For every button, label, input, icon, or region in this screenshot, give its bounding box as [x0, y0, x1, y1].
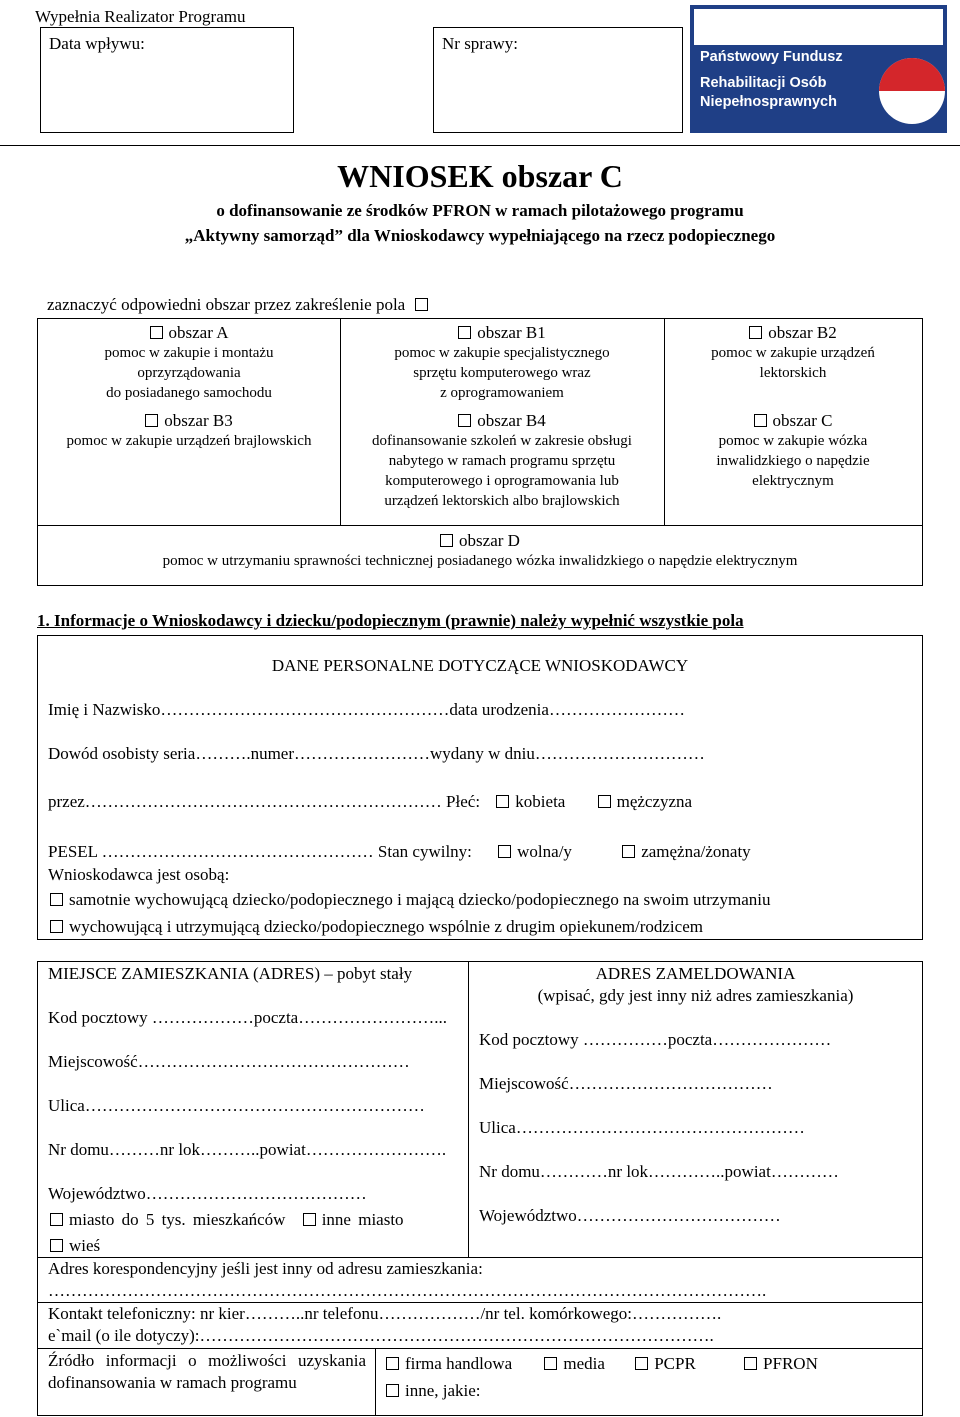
area-c-checkbox[interactable]	[754, 414, 767, 427]
registration-street[interactable]: Ulica……………………………………………	[479, 1118, 805, 1137]
marital-free-label: wolna/y	[517, 842, 572, 861]
residence-postal[interactable]: Kod pocztowy ………………poczta……………………...	[48, 1008, 447, 1027]
source-vertical-divider	[375, 1348, 376, 1416]
area-b1-label: obszar B1	[477, 323, 546, 342]
source-options-row	[386, 1354, 818, 1374]
area-a-desc-3: do posiadanego samochodu	[106, 385, 272, 401]
source-pcpr-checkbox[interactable]	[635, 1357, 648, 1370]
area-b2-label: obszar B2	[768, 323, 837, 342]
marital-married-label: zamężna/żonaty	[641, 842, 751, 861]
applicant-option-1[interactable]	[50, 890, 770, 910]
area-b4-desc-2: nabytego w ramach programu sprzętu	[388, 453, 616, 469]
logo-line-1: Państwowy Fundusz	[700, 49, 843, 65]
applicant-option-1-label: samotnie wychowującą dziecko/podopiecznego i mającą dziecko/podopiecznego na swoim utrzymaniu	[69, 890, 771, 909]
village-checkbox[interactable]	[50, 1239, 63, 1252]
applicant-option-2-checkbox[interactable]	[50, 920, 63, 933]
sex-male-label: mężczyzna	[616, 792, 693, 811]
source-divider	[38, 1348, 922, 1349]
area-b1-desc-3: z oprogramowaniem	[440, 385, 564, 401]
address-divider	[468, 962, 469, 1257]
area-a-checkbox[interactable]	[150, 326, 163, 339]
area-divider-3	[38, 525, 922, 526]
area-c[interactable]	[664, 411, 922, 491]
area-b4-checkbox[interactable]	[458, 414, 471, 427]
case-number-box[interactable]	[433, 27, 683, 133]
pfron-logo	[690, 5, 947, 133]
registration-city[interactable]: Miejscowość………………………………	[479, 1074, 773, 1093]
form-subtitle-1: o dofinansowanie ze środków PFRON w ramach pilotażowego programu	[216, 201, 744, 220]
personal-data-title: DANE PERSONALNE DOTYCZĄCE WNIOSKODAWCY	[271, 656, 689, 675]
village-line	[50, 1236, 100, 1256]
area-d[interactable]	[38, 531, 922, 571]
applicant-is-label: Wnioskodawca jest osobą:	[48, 865, 230, 884]
area-b2[interactable]	[664, 323, 922, 383]
id-card-line[interactable]: Dowód osobisty seria……….numer……………………wydany w dniu…………………………	[48, 744, 705, 763]
contact-divider	[38, 1257, 922, 1258]
area-b1-checkbox[interactable]	[458, 326, 471, 339]
area-b4[interactable]	[340, 411, 664, 511]
phone-line[interactable]: Kontakt telefoniczny: nr kier………..nr telefonu………………/nr tel. komórkowego:…………….	[48, 1304, 722, 1323]
source-company-checkbox[interactable]	[386, 1357, 399, 1370]
source-other-row	[386, 1381, 481, 1401]
area-b1[interactable]	[340, 323, 664, 403]
area-instruction-text: zaznaczyć odpowiedni obszar przez zakreślenie pola	[47, 295, 406, 314]
area-a[interactable]	[38, 323, 340, 403]
logo-line-2: Rehabilitacji Osób	[700, 75, 827, 91]
area-table	[37, 318, 923, 586]
registration-title: ADRES ZAMELDOWANIA	[595, 964, 796, 983]
header-rule	[0, 145, 960, 146]
residence-house[interactable]: Nr domu………nr lok………..powiat…………………….	[48, 1140, 447, 1159]
area-b2-desc-1: pomoc w zakupie urządzeń	[711, 345, 875, 361]
area-b3[interactable]	[38, 411, 340, 451]
area-b2-checkbox[interactable]	[749, 326, 762, 339]
area-b4-desc-1: dofinansowanie szkoleń w zakresie obsługi	[372, 433, 632, 449]
section-1-heading: 1. Informacje o Wnioskodawcy i dziecku/podopiecznym (prawnie) należy wypełnić wszystkie pola	[37, 611, 744, 630]
registration-voivodeship[interactable]: Województwo………………………………	[479, 1206, 781, 1225]
date-received-box[interactable]	[40, 27, 294, 133]
registration-house[interactable]: Nr domu…………nr lok…………..powiat…………	[479, 1162, 839, 1181]
registration-subtitle: (wpisać, gdy jest inny niż adres zamieszkania)	[537, 986, 854, 1005]
personal-data-box	[37, 635, 923, 940]
area-b3-checkbox[interactable]	[145, 414, 158, 427]
source-pcpr-label: PCPR	[654, 1354, 696, 1373]
source-pfron-label: PFRON	[763, 1354, 818, 1373]
residence-voivodeship[interactable]: Województwo…………………………………	[48, 1184, 367, 1203]
issued-by-sex-line	[48, 792, 692, 812]
area-d-label: obszar D	[459, 531, 520, 550]
town-small-checkbox[interactable]	[50, 1213, 63, 1226]
pesel-label[interactable]: PESEL ………………………………………… Stan cywilny:	[48, 842, 472, 861]
area-b1-desc-2: sprzętu komputerowego wraz	[413, 365, 591, 381]
town-small-label: miasto do 5 tys. mieszkańców	[69, 1210, 286, 1229]
name-birthdate-line[interactable]: Imię i Nazwisko……………………………………………data urodzenia……………………	[48, 700, 685, 719]
logo-graphic	[690, 5, 947, 133]
sex-female-checkbox[interactable]	[496, 795, 509, 808]
area-a-desc-2: oprzyrządowania	[137, 365, 241, 381]
phone-divider	[38, 1302, 922, 1303]
area-d-checkbox[interactable]	[440, 534, 453, 547]
area-b3-desc-1: pomoc w zakupie urządzeń brajlowskich	[66, 433, 312, 449]
area-c-desc-2: inwalidzkiego o napędzie	[716, 453, 870, 469]
area-instruction	[47, 295, 434, 315]
case-number-label: Nr sprawy:	[442, 34, 519, 53]
sex-male-checkbox[interactable]	[598, 795, 611, 808]
marital-free-checkbox[interactable]	[498, 845, 511, 858]
area-b3-label: obszar B3	[164, 411, 233, 430]
form-title: WNIOSEK obszar C	[337, 158, 623, 194]
marital-married-checkbox[interactable]	[622, 845, 635, 858]
area-b1-desc-1: pomoc w zakupie specjalistycznego	[394, 345, 610, 361]
sample-checkbox	[415, 298, 428, 311]
issued-by-label[interactable]: przez……………………………………………………… Płeć:	[48, 792, 481, 811]
residence-street[interactable]: Ulica……………………………………………………	[48, 1096, 425, 1115]
date-received-label: Data wpływu:	[49, 34, 145, 53]
town-other-checkbox[interactable]	[303, 1213, 316, 1226]
applicant-option-2[interactable]	[50, 917, 703, 937]
email-line[interactable]: e`mail (o ile dotyczy):……………………………………………………………………………….	[48, 1326, 714, 1345]
form-subtitle-2: „Aktywny samorząd” dla Wnioskodawcy wypełniającego na rzecz podopiecznego	[184, 226, 776, 245]
logo-line-3: Niepełnosprawnych	[700, 94, 837, 110]
source-media-checkbox[interactable]	[544, 1357, 557, 1370]
correspondence-dots[interactable]: ……………………………………………………………………………………………………………….	[48, 1281, 767, 1300]
sex-female-label: kobieta	[515, 792, 566, 811]
area-a-label: obszar A	[168, 323, 229, 342]
town-size-line	[50, 1210, 404, 1230]
source-other-label: inne, jakie:	[405, 1381, 481, 1400]
info-source-label: Źródło informacji o możliwości uzyskania dofinansowania w ramach programu	[48, 1351, 366, 1392]
pesel-marital-line	[48, 842, 751, 862]
town-other-label: inne miasto	[321, 1210, 404, 1229]
address-box	[37, 961, 923, 1416]
source-company-label: firma handlowa	[405, 1354, 513, 1373]
applicant-option-1-checkbox[interactable]	[50, 893, 63, 906]
area-b2-desc-2: lektorskich	[759, 365, 827, 381]
area-b4-label: obszar B4	[477, 411, 546, 430]
correspondence-label: Adres korespondencyjny jeśli jest inny od adresu zamieszkania:	[48, 1259, 483, 1278]
registration-postal[interactable]: Kod pocztowy ……………poczta…………………	[479, 1030, 832, 1049]
area-b4-desc-3: komputerowego i oprogramowania lub	[385, 473, 619, 489]
filler-note: Wypełnia Realizator Programu	[35, 7, 246, 26]
area-b4-desc-4: urządzeń lektorskich albo brajlowskich	[384, 493, 620, 509]
residence-title: MIEJSCE ZAMIESZKANIA (ADRES) – pobyt stały	[48, 964, 413, 983]
village-label: wieś	[69, 1236, 101, 1255]
area-a-desc-1: pomoc w zakupie i montażu	[104, 345, 274, 361]
residence-city[interactable]: Miejscowość…………………………………………	[48, 1052, 410, 1071]
source-media-label: media	[563, 1354, 605, 1373]
applicant-option-2-label: wychowującą i utrzymującą dziecko/podopiecznego wspólnie z drugim opiekunem/rodzicem	[69, 917, 703, 936]
area-d-desc-1: pomoc w utrzymaniu sprawności technicznej posiadanego wózka inwalidzkiego o napędzie elektrycznym	[162, 553, 798, 569]
source-pfron-checkbox[interactable]	[744, 1357, 757, 1370]
area-c-desc-1: pomoc w zakupie wózka	[718, 433, 868, 449]
source-other-checkbox[interactable]	[386, 1384, 399, 1397]
area-c-desc-3: elektrycznym	[752, 473, 834, 489]
area-c-label: obszar C	[772, 411, 833, 430]
